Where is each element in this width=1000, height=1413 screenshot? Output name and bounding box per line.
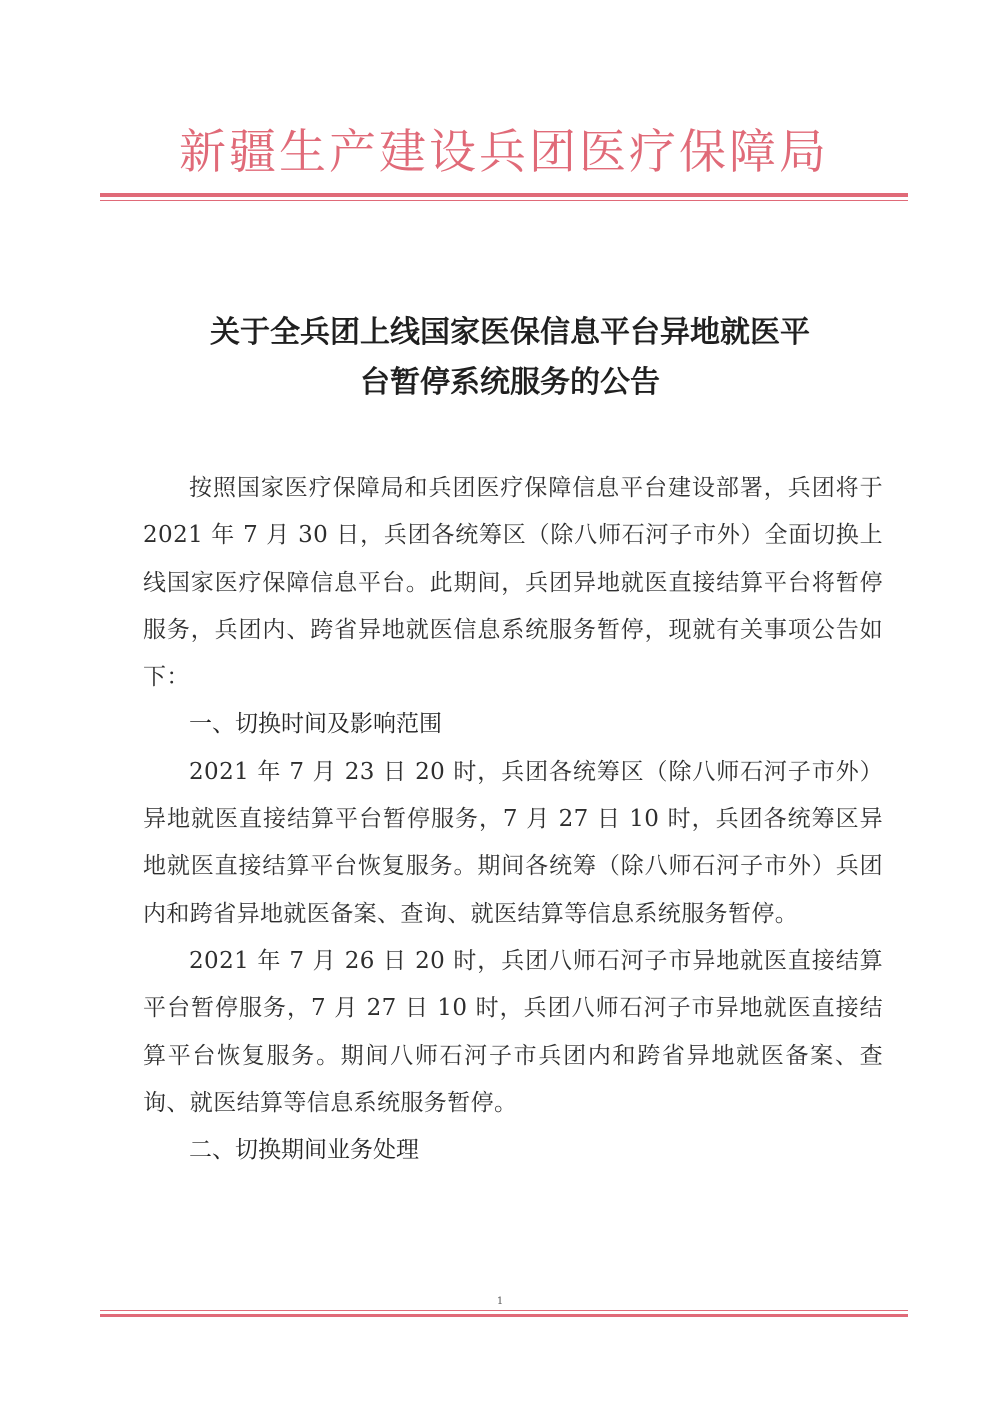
footer-divider-thick xyxy=(100,1314,908,1317)
page-number: 1 xyxy=(480,1296,520,1308)
letterhead-divider-thick xyxy=(100,193,908,197)
letterhead-divider-thin xyxy=(100,200,908,201)
document-title-line-2: 台暂停系统服务的公告 xyxy=(360,365,660,400)
section-1-paragraph-1: 2021 年 7 月 23 日 20 时，兵团各统筹区（除八师石河子市外）异地就医直接结算平台暂停服务，7 月 27 日 10 时，兵团各统筹区异地就医直接结算平台恢复服务。期间各统筹（除八师石河子市外）兵团内和跨省异地就医备案、查询、就医结算等信息系统服务暂停。 xyxy=(143,758,883,927)
letterhead-org-name: 新疆生产建设兵团医疗保障局 xyxy=(179,125,829,180)
document-body xyxy=(143,465,883,1174)
section-1-paragraph-2: 2021 年 7 月 26 日 20 时，兵团八师石河子市异地就医直接结算平台暂停服务，7 月 27 日 10 时，兵团八师石河子市异地就医直接结算平台恢复服务。期间八师石河子市兵团内和跨省异地就医备案、查询、就医结算等信息系统服务暂停。 xyxy=(143,947,883,1116)
section-heading-2: 二、切换期间业务处理 xyxy=(189,1137,419,1164)
intro-paragraph: 按照国家医疗保障局和兵团医疗保障信息平台建设部署，兵团将于 2021 年 7 月 30 日，兵团各统筹区（除八师石河子市外）全面切换上线国家医疗保障信息平台。此期间，兵团异地就医直接结算平台将暂停服务，兵团内、跨省异地就医信息系统服务暂停，现就有关事项公告如下： xyxy=(143,475,883,691)
section-heading-1: 一、切换时间及影响范围 xyxy=(189,711,442,738)
document-title xyxy=(130,308,890,408)
document-title-line-1: 关于全兵团上线国家医保信息平台异地就医平 xyxy=(210,315,810,350)
footer-divider-thin xyxy=(100,1310,908,1311)
